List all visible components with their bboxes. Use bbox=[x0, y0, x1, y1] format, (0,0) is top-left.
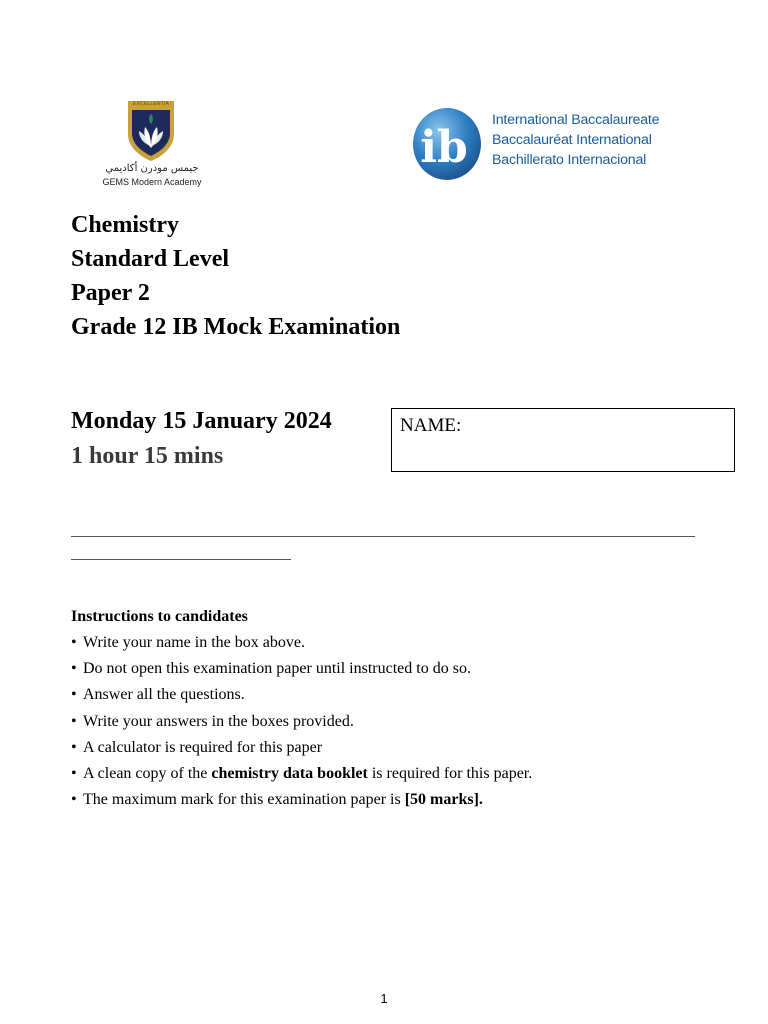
instructions-heading: Instructions to candidates bbox=[71, 608, 248, 625]
instruction-text: The maximum mark for this examination paper is bbox=[83, 791, 405, 809]
bullet-icon: • bbox=[71, 686, 77, 704]
instruction-text: Write your answers in the boxes provided. bbox=[83, 712, 354, 730]
instruction-text: A calculator is required for this paper bbox=[83, 738, 323, 756]
ib-emblem-icon bbox=[411, 104, 483, 182]
instruction-text: Do not open this examination paper until instructed to do so. bbox=[83, 660, 471, 678]
school-motto: EXCELLENTIA bbox=[132, 101, 170, 107]
subject-title: Chemistry bbox=[71, 212, 179, 238]
bullet-icon: • bbox=[71, 765, 77, 783]
max-marks: [50 marks]. bbox=[404, 791, 483, 809]
instruction-text: Answer all the questions. bbox=[83, 686, 245, 704]
exam-date: Monday 15 January 2024 bbox=[71, 408, 332, 434]
divider-line bbox=[71, 536, 695, 537]
instruction-item bbox=[71, 630, 532, 656]
bullet-icon: • bbox=[71, 738, 77, 756]
bullet-icon: • bbox=[71, 712, 77, 730]
paper-title: Paper 2 bbox=[71, 280, 150, 306]
school-crest-icon bbox=[127, 100, 175, 162]
gems-modern-academy-logo bbox=[88, 90, 216, 196]
bullet-icon: • bbox=[71, 660, 77, 678]
instruction-text: Write your name in the box above. bbox=[83, 634, 305, 651]
level-title: Standard Level bbox=[71, 246, 230, 272]
instruction-item bbox=[71, 787, 532, 813]
ib-name-french: Baccalauréat International bbox=[492, 132, 652, 148]
exam-title-block bbox=[71, 208, 400, 344]
ib-names bbox=[492, 110, 659, 170]
name-box[interactable] bbox=[391, 408, 735, 472]
ib-name-english: International Baccalaureate bbox=[492, 112, 660, 128]
instruction-emphasis: chemistry data booklet bbox=[211, 765, 368, 783]
instruction-item bbox=[71, 761, 532, 787]
school-name-english: GEMS Modern Academy bbox=[102, 177, 202, 187]
bullet-icon: • bbox=[71, 634, 77, 651]
instructions-list bbox=[71, 630, 532, 813]
exam-duration: 1 hour 15 mins bbox=[71, 443, 224, 469]
name-label: NAME: bbox=[400, 415, 462, 436]
page-number: 1 bbox=[380, 991, 388, 1006]
ib-logo bbox=[408, 102, 688, 186]
ib-name-spanish: Bachillerato Internacional bbox=[492, 152, 647, 168]
instruction-text: A clean copy of the bbox=[83, 765, 212, 783]
exam-name-title: Grade 12 IB Mock Examination bbox=[71, 314, 401, 340]
bullet-icon: • bbox=[71, 791, 77, 809]
instruction-text-end: is required for this paper. bbox=[367, 765, 533, 783]
school-name-arabic: جيمس مودرن أكاديمي bbox=[105, 163, 199, 174]
ib-letters: ib bbox=[420, 122, 468, 173]
divider-line-short bbox=[71, 559, 291, 560]
instruction-item bbox=[71, 656, 532, 682]
instruction-item bbox=[71, 682, 532, 708]
instruction-item bbox=[71, 709, 532, 735]
instruction-item bbox=[71, 735, 532, 761]
